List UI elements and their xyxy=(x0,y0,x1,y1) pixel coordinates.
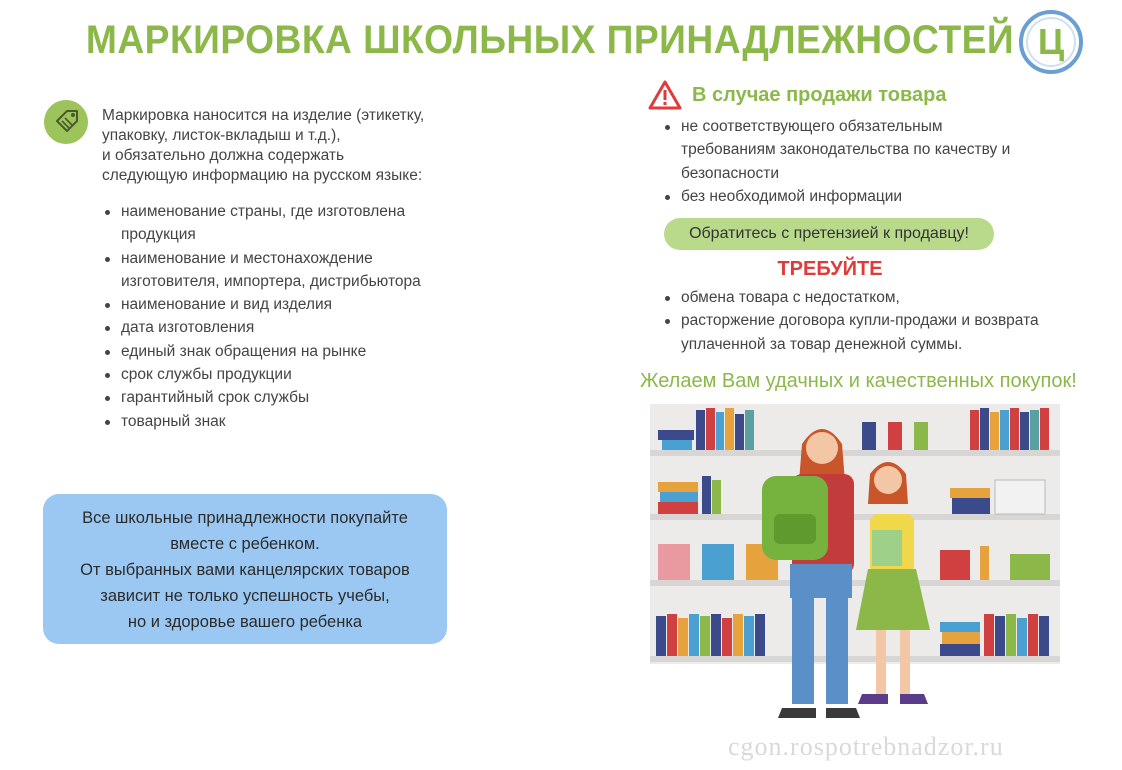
list-item: не соответствующего обязательным требованиям законодательства по качеству и безопасности xyxy=(662,115,1011,185)
cgon-logo xyxy=(1018,9,1084,75)
list-item: обмена товара с недостатком, xyxy=(662,286,1102,309)
warning-list xyxy=(662,115,1082,208)
warning-triangle-icon xyxy=(648,80,682,110)
list-item: дата изготовления xyxy=(102,316,462,339)
list-item: товарный знак xyxy=(102,410,462,433)
intro-text xyxy=(102,106,462,186)
advice-box xyxy=(43,494,447,644)
advice-line: От выбранных вами канцелярских товаров xyxy=(80,561,410,579)
required-info-list xyxy=(102,200,462,433)
intro-line: следующую информацию на русском языке: xyxy=(102,167,423,184)
advice-line: зависит не только успешность учебы, xyxy=(100,587,390,605)
demand-title: ТРЕБУЙТЕ xyxy=(777,258,883,280)
advice-line: но и здоровье вашего ребенка xyxy=(127,613,363,631)
demand-list xyxy=(662,286,1102,356)
watermark: cgon.rospotrebnadzor.ru xyxy=(728,732,1004,761)
price-tag-icon xyxy=(43,99,89,145)
advice-line: вместе с ребенком. xyxy=(170,535,320,553)
shopping-illustration xyxy=(650,404,1060,744)
list-item: наименование и вид изделия xyxy=(102,293,462,316)
claim-pill: Обратитесь с претензией к продавцу! xyxy=(664,218,994,250)
list-item: наименование и местонахождение изготовителя, импортера, дистрибьютора xyxy=(102,247,451,294)
intro-line: Маркировка наносится на изделие (этикетку, xyxy=(102,107,425,124)
intro-line: упаковку, листок-вкладыш и т.д.), xyxy=(102,127,341,144)
page-title: МАРКИРОВКА ШКОЛЬНЫХ ПРИНАДЛЕЖНОСТЕЙ xyxy=(85,18,1015,62)
list-item: без необходимой информации xyxy=(662,185,1082,208)
logo-letter: Ц xyxy=(1037,21,1065,62)
advice-line: Все школьные принадлежности покупайте xyxy=(82,509,408,527)
list-item: гарантийный срок службы xyxy=(102,386,462,409)
list-item: единый знак обращения на рынке xyxy=(102,340,462,363)
list-item: наименование страны, где изготовлена продукция xyxy=(102,200,421,247)
wish-text: Желаем Вам удачных и качественных покупок! xyxy=(640,370,1077,392)
intro-line: и обязательно должна содержать xyxy=(102,147,345,164)
list-item: расторжение договора купли-продажи и возврата уплаченной за товар денежной суммы. xyxy=(662,309,1061,356)
warning-title: В случае продажи товара xyxy=(692,84,947,106)
list-item: срок службы продукции xyxy=(102,363,462,386)
